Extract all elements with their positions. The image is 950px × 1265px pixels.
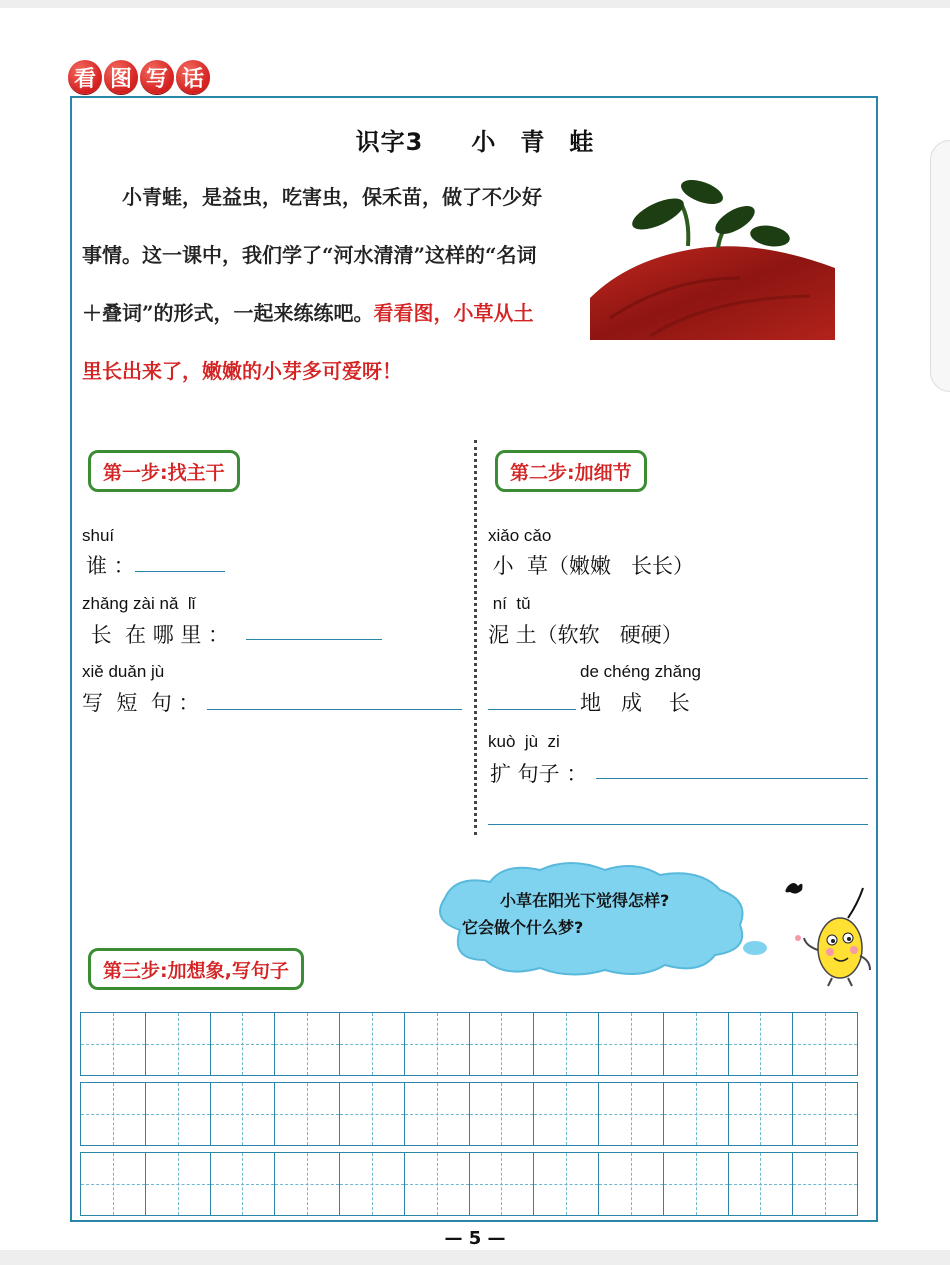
question-label: 长 在 哪 里 ： <box>84 623 230 647</box>
grid-cell[interactable] <box>340 1083 405 1145</box>
grid-cell[interactable] <box>146 1083 211 1145</box>
seed-mascot-illustration <box>768 878 878 988</box>
grid-row[interactable] <box>80 1152 858 1216</box>
grid-row[interactable] <box>80 1082 858 1146</box>
stamp-char: 话 <box>176 60 210 94</box>
page-number: — 5 — <box>444 1228 506 1249</box>
grid-cell[interactable] <box>146 1013 211 1075</box>
grid-cell[interactable] <box>275 1083 340 1145</box>
pinyin: shuí <box>82 526 115 545</box>
pinyin: xiě duǎn jù <box>82 662 165 681</box>
intro-text: 小青蛙，是益虫，吃害虫，保禾苗，做了不少好事情。这一课中，我们学了“河水清清”这样的“名词＋叠词”的形式，一起来练练吧。 <box>82 185 542 325</box>
grid-cell[interactable] <box>599 1083 664 1145</box>
pinyin: kuò jù zi <box>488 732 560 751</box>
title-char: 蛙 <box>569 128 595 156</box>
step2-label: 第二步:加细节 <box>495 450 647 492</box>
answer-line-who[interactable] <box>135 571 225 572</box>
question-label: 写 短 句 ： <box>82 691 200 715</box>
pinyin: xiǎo cǎo <box>488 526 552 545</box>
question-label: 谁 ： <box>86 554 135 578</box>
grid-cell[interactable] <box>729 1013 794 1075</box>
sprout-illustration <box>590 178 835 340</box>
question-label: 地 成 长 <box>580 691 690 715</box>
grid-cell[interactable] <box>211 1013 276 1075</box>
intro-paragraph <box>82 168 552 400</box>
grid-cell[interactable] <box>534 1153 599 1215</box>
side-scroll-handle[interactable] <box>930 140 950 392</box>
grid-cell[interactable] <box>729 1153 794 1215</box>
stamp-char: 图 <box>104 60 138 94</box>
grid-cell[interactable] <box>534 1083 599 1145</box>
grid-cell[interactable] <box>275 1013 340 1075</box>
grid-cell[interactable] <box>211 1153 276 1215</box>
grid-cell[interactable] <box>599 1013 664 1075</box>
grid-cell[interactable] <box>664 1083 729 1145</box>
bottom-strip <box>0 1250 950 1265</box>
title-char: 青 <box>520 128 546 156</box>
question-label: 小 草（嫩嫩 长长） <box>486 554 695 578</box>
lesson-title-prefix: 识字3 <box>355 128 424 156</box>
section-stamp <box>68 60 210 94</box>
grid-cell[interactable] <box>793 1013 857 1075</box>
grid-cell[interactable] <box>534 1013 599 1075</box>
answer-line-where[interactable] <box>246 639 382 640</box>
grid-cell[interactable] <box>146 1153 211 1215</box>
grid-cell[interactable] <box>470 1013 535 1075</box>
grid-cell[interactable] <box>81 1013 146 1075</box>
answer-line-short-sentence[interactable] <box>207 709 462 710</box>
grid-cell[interactable] <box>81 1153 146 1215</box>
question-label: 泥 土（软软 硬硬） <box>488 623 683 647</box>
answer-line-expand-2[interactable] <box>488 824 868 825</box>
pinyin: zhǎng zài nǎ lǐ <box>82 594 196 613</box>
grid-cell[interactable] <box>405 1013 470 1075</box>
grid-cell[interactable] <box>664 1153 729 1215</box>
grid-cell[interactable] <box>470 1083 535 1145</box>
grid-row[interactable] <box>80 1012 858 1076</box>
pinyin: de chéng zhǎng <box>580 662 701 681</box>
grid-cell[interactable] <box>340 1013 405 1075</box>
intro-prompt-red: 看看图，小草从土里长出来了，嫩嫩的小芽多可爱呀！ <box>82 301 534 383</box>
grid-cell[interactable] <box>599 1153 664 1215</box>
top-status-strip <box>0 0 950 8</box>
grid-cell[interactable] <box>405 1153 470 1215</box>
cloud-question-2: 它会做个什么梦? <box>462 918 584 937</box>
title-char: 小 <box>471 128 497 156</box>
grid-cell[interactable] <box>211 1083 276 1145</box>
grid-cell[interactable] <box>729 1083 794 1145</box>
grid-cell[interactable] <box>664 1013 729 1075</box>
answer-line-how[interactable] <box>488 709 576 710</box>
stamp-char: 写 <box>140 60 174 94</box>
grid-cell[interactable] <box>470 1153 535 1215</box>
grid-cell[interactable] <box>340 1153 405 1215</box>
cloud-question-1: 小草在阳光下觉得怎样? <box>500 891 670 910</box>
stamp-char: 看 <box>68 60 102 94</box>
grid-cell[interactable] <box>405 1083 470 1145</box>
grid-cell[interactable] <box>81 1083 146 1145</box>
column-divider <box>474 440 477 835</box>
step1-label: 第一步:找主干 <box>88 450 240 492</box>
grid-cell[interactable] <box>793 1153 857 1215</box>
lesson-title <box>0 122 950 157</box>
step3-label: 第三步:加想象,写句子 <box>88 948 304 990</box>
pinyin: ní tǔ <box>488 594 531 613</box>
answer-line-expand-1[interactable] <box>596 778 868 779</box>
grid-cell[interactable] <box>793 1083 857 1145</box>
grid-cell[interactable] <box>275 1153 340 1215</box>
question-label: 扩 句子 ： <box>490 762 588 786</box>
